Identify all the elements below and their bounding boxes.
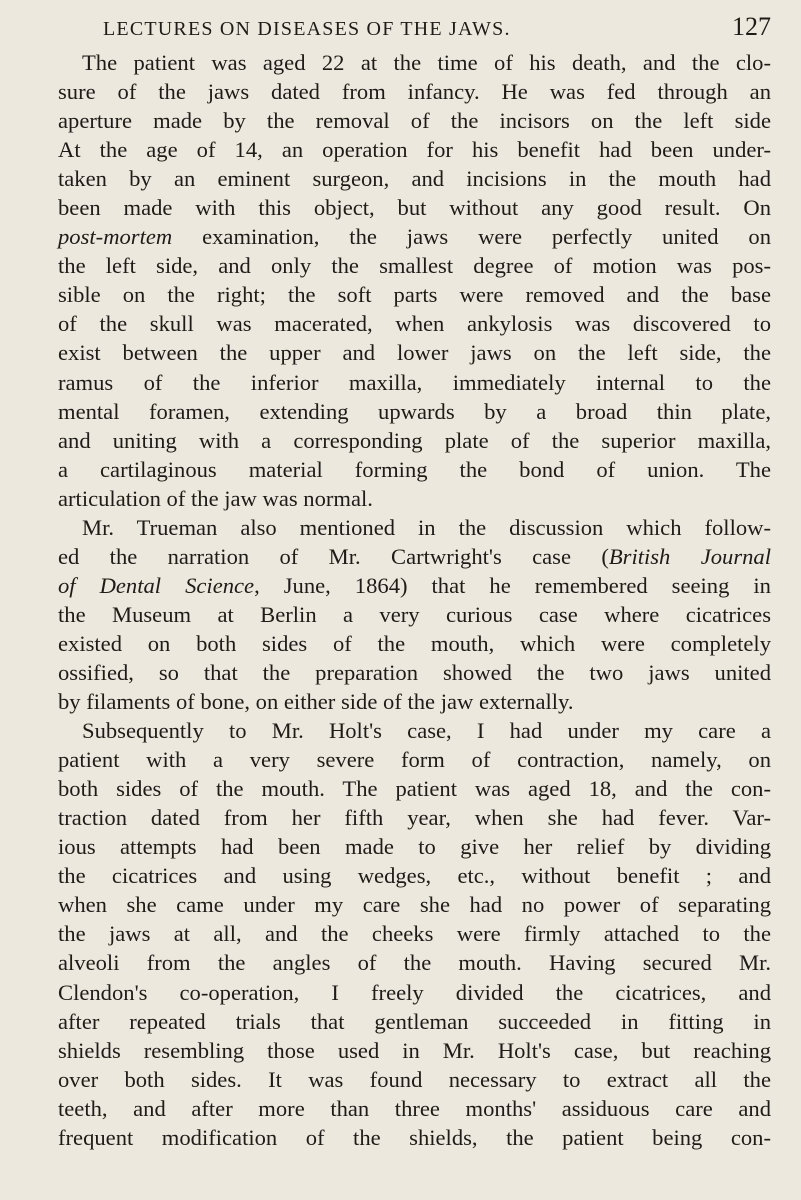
text-line: teeth, and after more than three months' assiduous care and: [58, 1095, 771, 1121]
text-line: a cartilaginous material forming the bond of union. The: [58, 456, 771, 482]
text-line: alveoli from the angles of the mouth. Having secured Mr.: [58, 950, 771, 976]
text-line: ramus of the inferior maxilla, immediately internal to the: [58, 369, 771, 395]
text-line: aperture made by the removal of the incisors on the left side: [58, 108, 771, 134]
text-line: [58, 542, 771, 571]
text-line: [58, 571, 771, 600]
text-line: At the age of 14, an operation for his benefit had been under-: [58, 137, 771, 163]
page-number: 127: [732, 12, 771, 41]
body-text: [58, 48, 771, 1152]
text-line: sure of the jaws dated from infancy. He was fed through an: [58, 79, 771, 105]
text-line: exist between the upper and lower jaws on the left side, the: [58, 340, 771, 366]
text-line: Subsequently to Mr. Holt's case, I had under my care a: [82, 718, 771, 744]
text-line: of the skull was macerated, when ankylosis was discovered to: [58, 311, 771, 337]
text-line: shields resembling those used in Mr. Holt's case, but reaching: [58, 1037, 771, 1063]
text-line: frequent modification of the shields, the patient being con-: [58, 1124, 771, 1150]
text-line: the jaws at all, and the cheeks were firmly attached to the: [58, 921, 771, 947]
text-line: sible on the right; the soft parts were removed and the base: [58, 282, 771, 308]
text-line: both sides of the mouth. The patient was aged 18, and the con-: [58, 776, 771, 802]
running-head: [58, 8, 771, 48]
text-line: the Museum at Berlin a very curious case where cicatrices: [58, 601, 771, 627]
text-line: traction dated from her fifth year, when she had fever. Var-: [58, 805, 771, 831]
text-line: ossified, so that the preparation showed the two jaws united: [58, 659, 771, 685]
text-line: mental foramen, extending upwards by a broad thin plate,: [58, 398, 771, 424]
text-line: Mr. Trueman also mentioned in the discussion which follow-: [82, 514, 771, 540]
text-line: been made with this object, but without any good result. On: [58, 195, 771, 221]
text-line: patient with a very severe form of contraction, namely, on: [58, 747, 771, 773]
text-line: and uniting with a corresponding plate of the superior maxilla,: [58, 427, 771, 453]
journal-title: British Journal: [608, 543, 771, 569]
italic-term: post-mortem: [58, 224, 173, 250]
text-run: examination, the jaws were perfectly united on: [172, 224, 771, 250]
text-line: The patient was aged 22 at the time of his death, and the clo-: [82, 50, 771, 75]
text-line: Clendon's co-operation, I freely divided the cicatrices, and: [58, 979, 771, 1005]
text-line: the cicatrices and using wedges, etc., without benefit ; and: [58, 863, 771, 889]
text-line: [58, 222, 771, 251]
text-run: ed the narration of Mr. Cartwright's case (: [58, 543, 609, 569]
text-line: after repeated trials that gentleman succeeded in fitting in: [58, 1008, 771, 1034]
text-line: over both sides. It was found necessary to extract all the: [58, 1066, 771, 1092]
text-line: ious attempts had been made to give her relief by dividing: [58, 834, 771, 860]
text-run: , June, 1864) that he remembered seeing in: [254, 572, 771, 598]
journal-title: of Dental Science: [58, 572, 255, 598]
text-line: when she came under my care she had no power of separating: [58, 892, 771, 918]
text-line: the left side, and only the smallest degree of motion was pos-: [58, 253, 771, 279]
text-line: taken by an eminent surgeon, and incisions in the mouth had: [58, 166, 771, 192]
text-line: existed on both sides of the mouth, which were completely: [58, 630, 771, 656]
text-line: articulation of the jaw was normal.: [58, 485, 373, 511]
text-line: by filaments of bone, on either side of the jaw externally.: [58, 689, 574, 715]
running-title: LECTURES ON DISEASES OF THE JAWS.: [103, 18, 511, 40]
